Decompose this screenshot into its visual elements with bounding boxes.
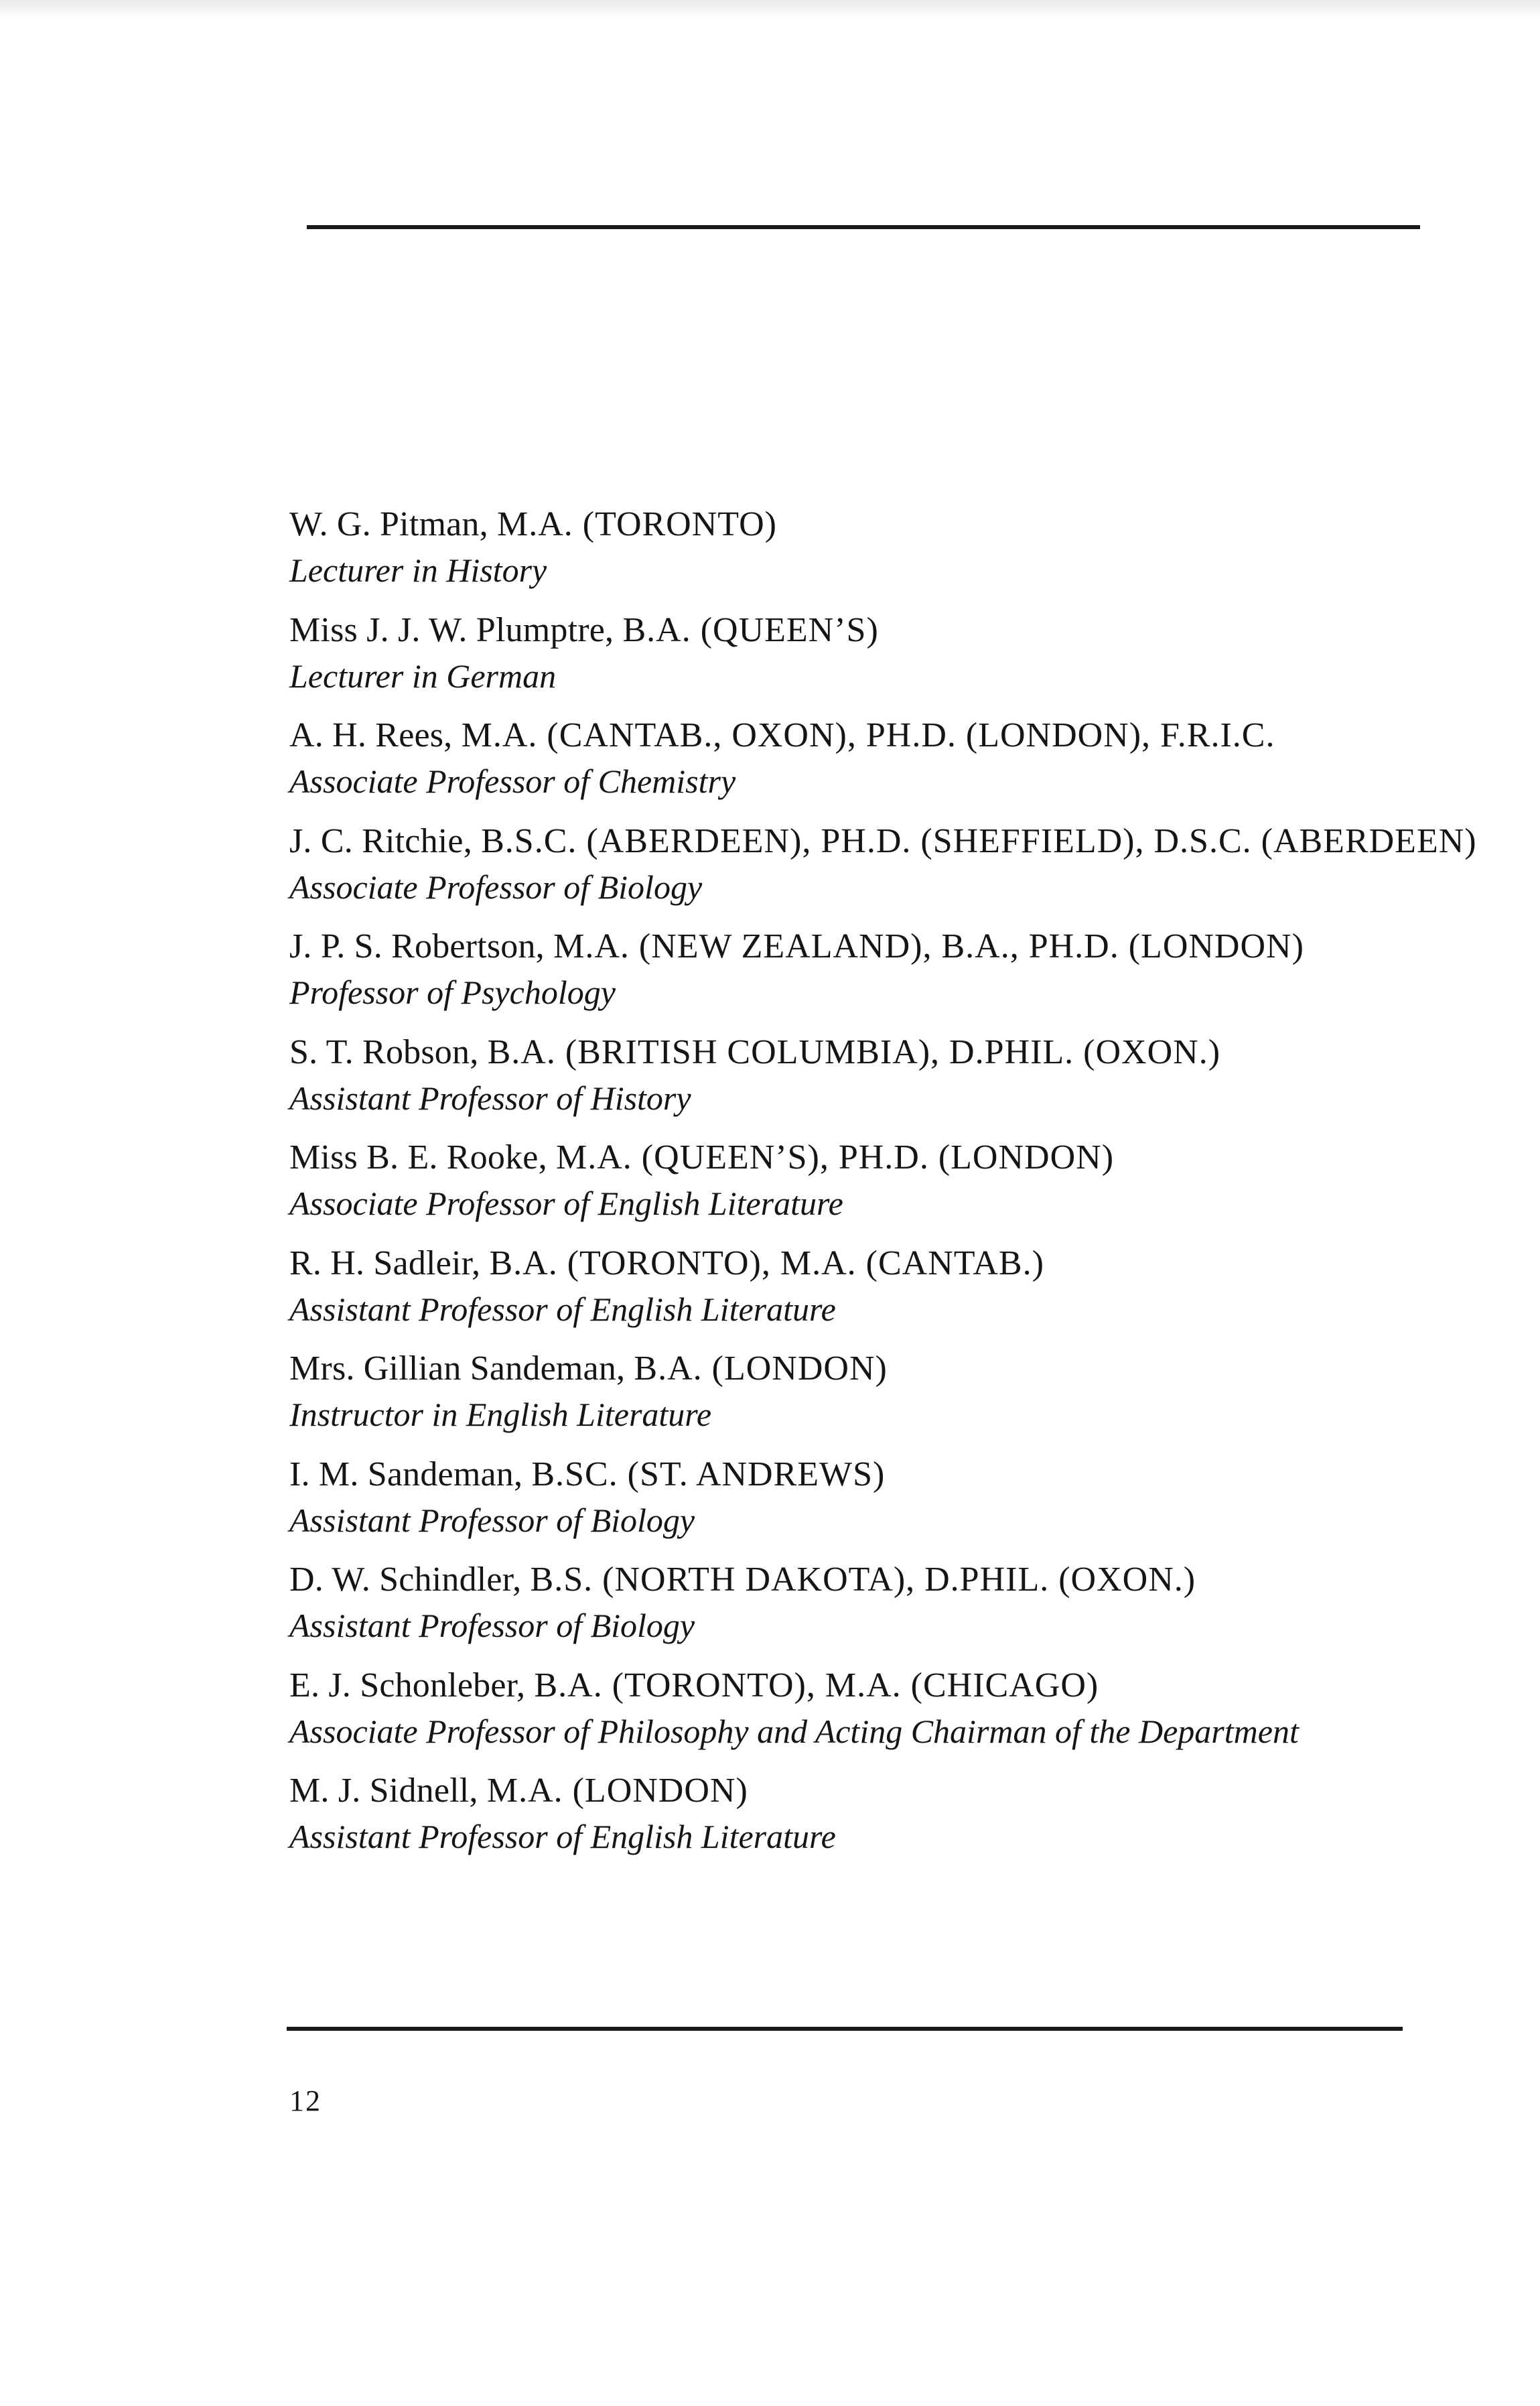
faculty-degrees: B.S.C. (ABERDEEN), PH.D. (SHEFFIELD), D.S.C. (ABERDEEN) [481,821,1477,860]
faculty-list [289,501,1477,1873]
faculty-entry [289,607,1468,713]
page-number: 12 [289,2084,322,2117]
faculty-title: Associate Professor of Philosophy and Acting Chairman of the Department [289,1712,1299,1750]
faculty-name: I. M. Sandeman, [289,1455,523,1493]
faculty-degrees: M.A. (LONDON) [486,1772,748,1810]
page-edge-shadow [0,0,1540,19]
faculty-title: Professor of Psychology [289,974,616,1011]
faculty-degrees: B.A. (TORONTO), M.A. (CHICAGO) [534,1666,1099,1705]
faculty-degrees: M.A. (CANTAB., OXON), PH.D. (LONDON), F.R.I.C. [461,716,1275,754]
faculty-name: M. J. Sidnell, [289,1772,478,1810]
faculty-entry [289,1240,1468,1346]
faculty-name-line [289,1451,1468,1498]
faculty-name-line [289,818,1477,865]
faculty-name-line [289,1767,1468,1814]
faculty-entry [289,818,1477,924]
faculty-name-line [289,1345,1468,1392]
faculty-name: J. P. S. Robertson, [289,927,545,965]
faculty-title: Lecturer in German [289,657,557,695]
faculty-name-line [289,501,1468,548]
faculty-name-line [289,607,1468,654]
faculty-entry [289,1556,1468,1662]
faculty-entry [289,712,1468,818]
faculty-title: Lecturer in History [289,551,547,589]
faculty-degrees: B.A. (QUEEN’S) [622,610,879,649]
faculty-name: Miss J. J. W. Plumptre, [289,610,614,649]
faculty-name-line [289,1662,1468,1709]
faculty-name-line [289,1134,1468,1181]
faculty-name: W. G. Pitman, [289,505,488,543]
faculty-name: R. H. Sadleir, [289,1244,481,1282]
faculty-degrees: B.A. (TORONTO), M.A. (CANTAB.) [489,1244,1044,1282]
faculty-title: Associate Professor of English Literature [289,1185,843,1222]
faculty-title: Associate Professor of Biology [289,868,703,906]
faculty-entry [289,923,1468,1029]
faculty-title: Assistant Professor of Biology [289,1501,695,1539]
faculty-name: E. J. Schonleber, [289,1666,526,1705]
faculty-entry [289,1134,1468,1240]
faculty-name-line [289,712,1468,759]
faculty-title: Assistant Professor of Biology [289,1607,695,1644]
faculty-name: Mrs. Gillian Sandeman, [289,1349,626,1388]
faculty-name-line [289,1556,1468,1603]
faculty-title: Instructor in English Literature [289,1396,712,1433]
faculty-entry [289,1662,1468,1768]
faculty-degrees: B.SC. (ST. ANDREWS) [531,1455,886,1493]
faculty-degrees: M.A. (QUEEN’S), PH.D. (LONDON) [555,1138,1115,1177]
faculty-entry [289,501,1468,607]
faculty-degrees: B.A. (LONDON) [634,1349,888,1388]
faculty-degrees: M.A. (TORONTO) [497,505,777,543]
faculty-degrees: M.A. (NEW ZEALAND), B.A., PH.D. (LONDON) [553,927,1304,965]
faculty-name: S. T. Robson, [289,1032,479,1071]
faculty-title: Associate Professor of Chemistry [289,762,736,800]
bottom-rule [287,2027,1403,2031]
top-rule [307,225,1420,229]
faculty-name: A. H. Rees, [289,716,453,754]
faculty-title: Assistant Professor of English Literature [289,1818,836,1855]
faculty-name: D. W. Schindler, [289,1560,522,1599]
faculty-entry [289,1451,1468,1557]
faculty-title: Assistant Professor of English Literature [289,1290,836,1328]
faculty-name-line [289,1029,1468,1076]
faculty-degrees: B.A. (BRITISH COLUMBIA), D.PHIL. (OXON.) [487,1032,1221,1071]
faculty-name: Miss B. E. Rooke, [289,1138,547,1177]
faculty-title: Assistant Professor of History [289,1079,691,1117]
faculty-name: J. C. Ritchie, [289,821,472,860]
faculty-name-line [289,1240,1468,1287]
faculty-entry [289,1029,1468,1135]
faculty-degrees: B.S. (NORTH DAKOTA), D.PHIL. (OXON.) [530,1560,1196,1599]
faculty-entry [289,1767,1468,1873]
faculty-entry [289,1345,1468,1451]
faculty-name-line [289,923,1468,970]
